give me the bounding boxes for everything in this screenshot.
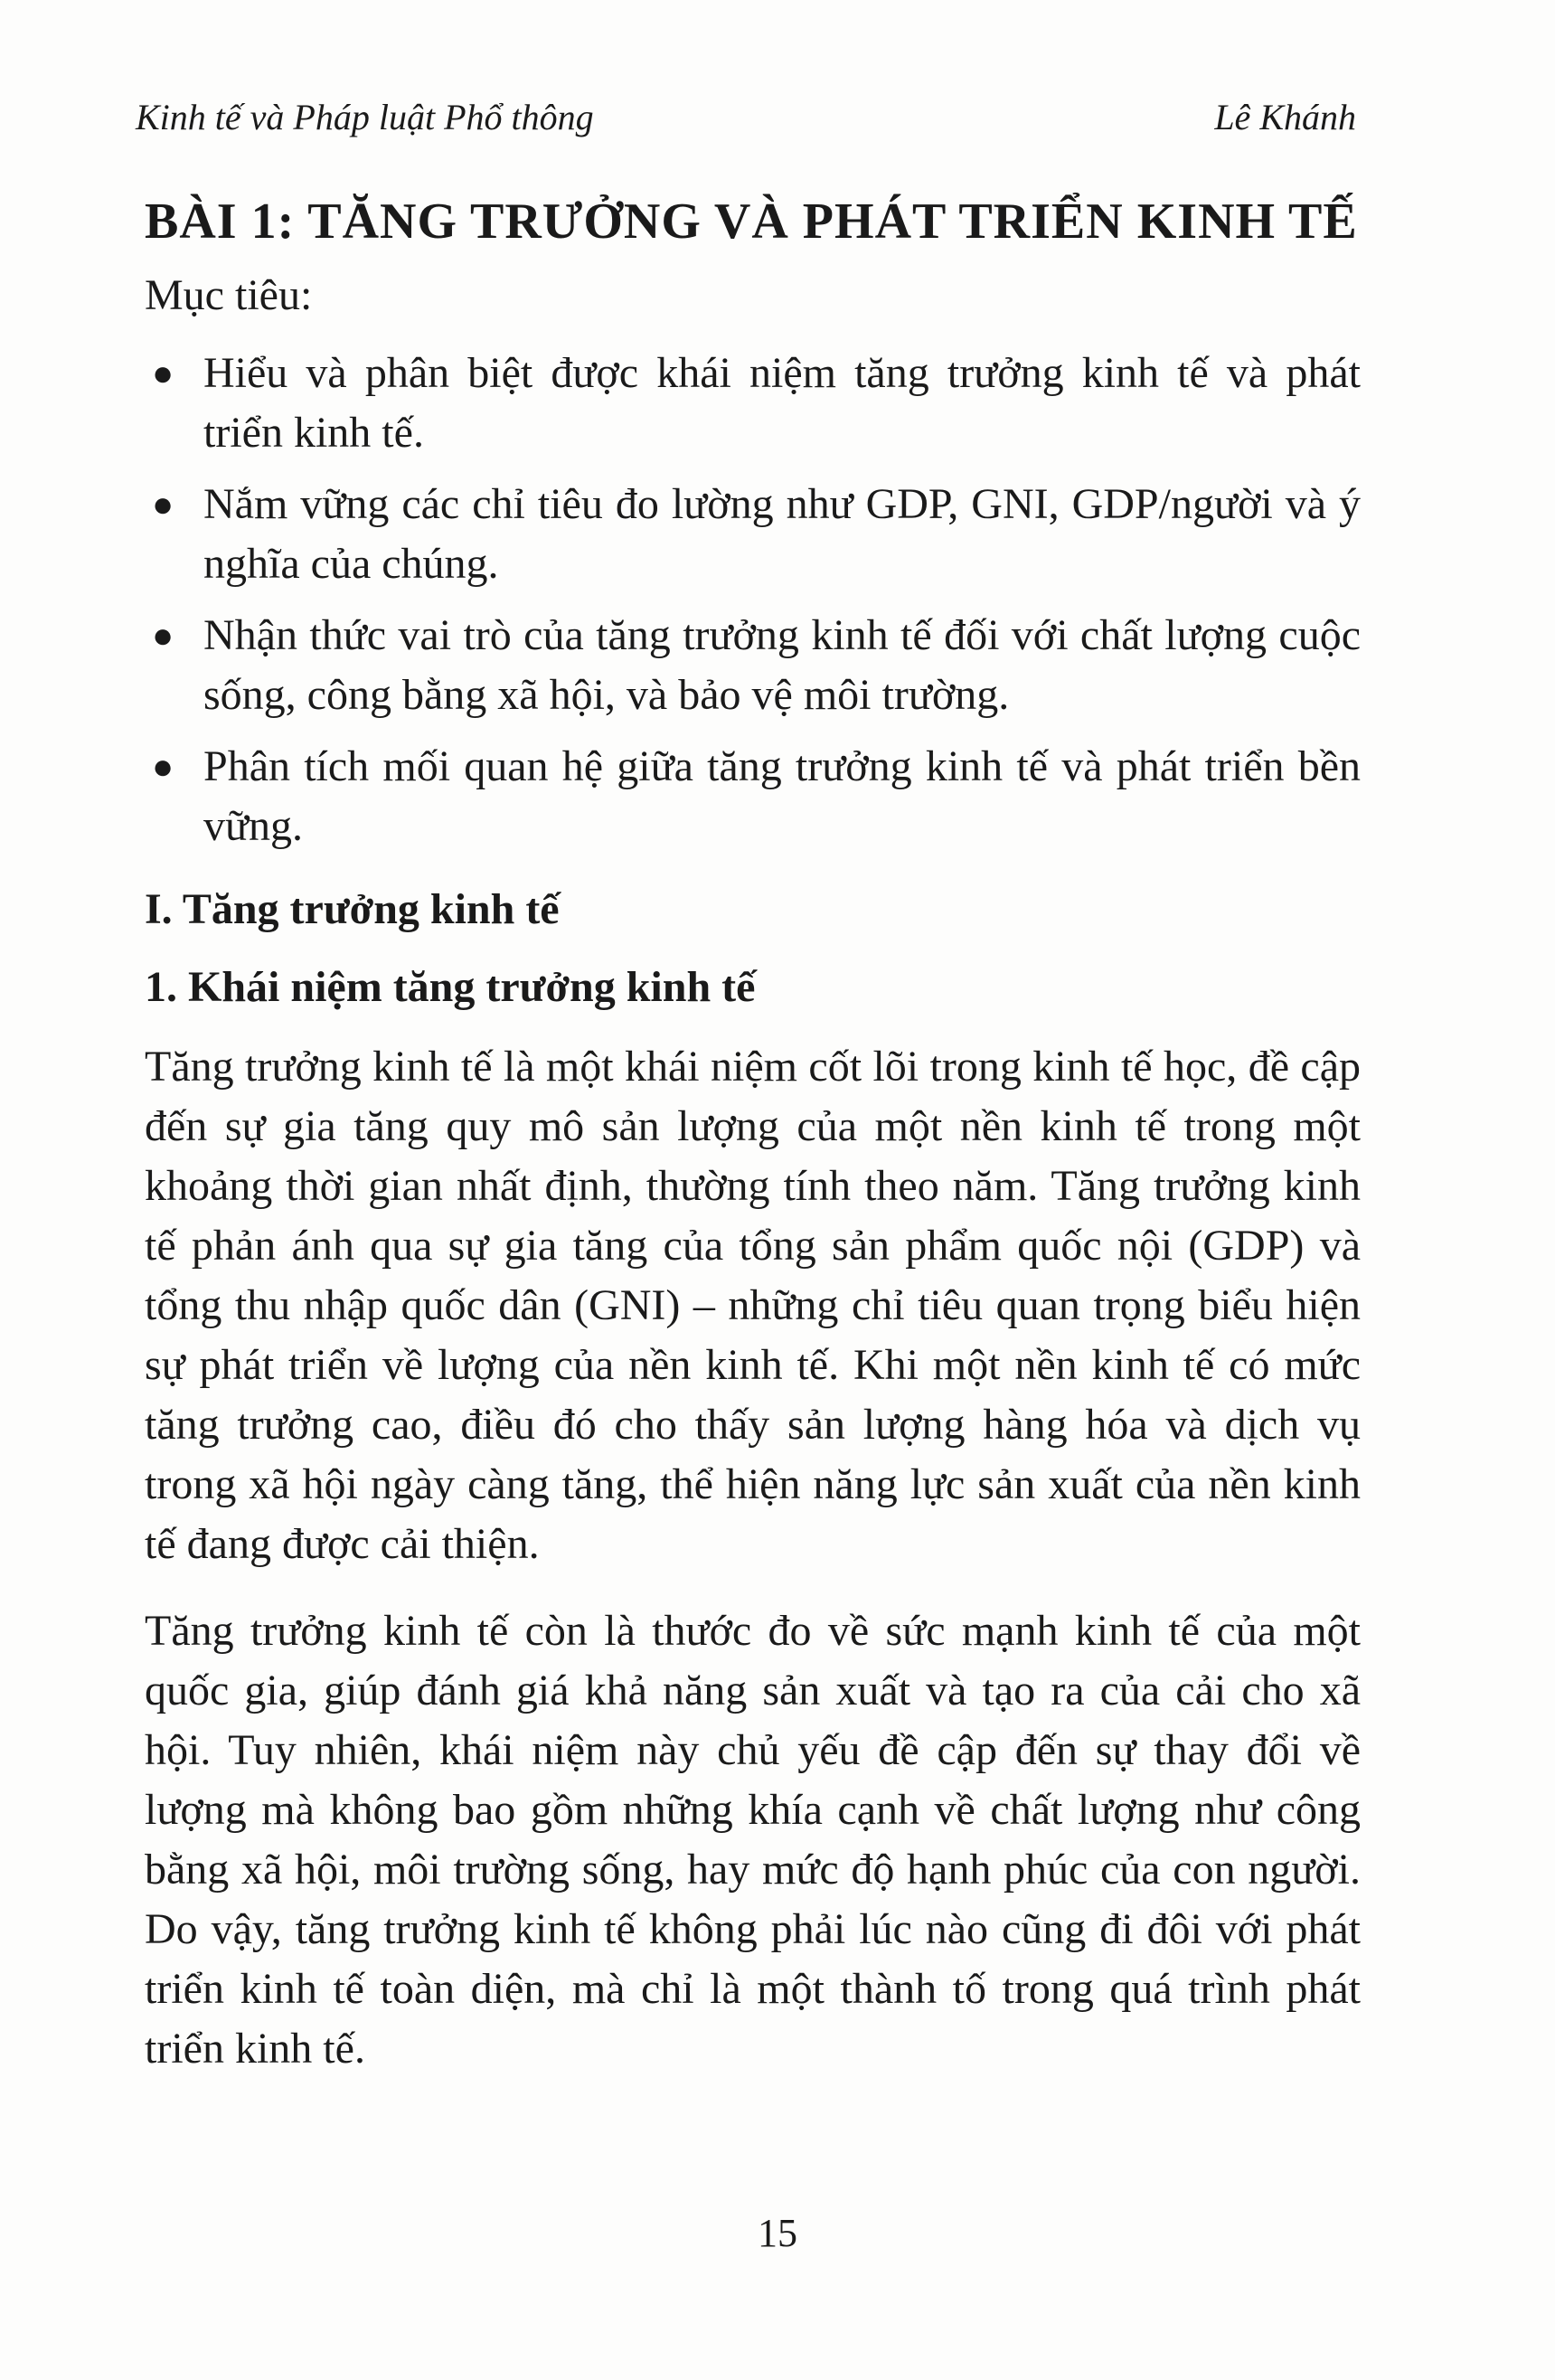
- book-title: Kinh tế và Pháp luật Phổ thông: [136, 97, 594, 137]
- objective-text: Phân tích mối quan hệ giữa tăng trưởng kinh tế và phát triển bền vững.: [203, 742, 1361, 850]
- subsection-heading: 1. Khái niệm tăng trưởng kinh tế: [145, 963, 756, 1011]
- body-paragraph: Tăng trưởng kinh tế là một khái niệm cốt lõi trong kinh tế học, đề cập đến sự gia tăng quy mô sản lượng của một nền kinh tế trong một khoảng thời gian nhất định, thường tính theo năm. Tăng trưởng kinh tế phản ánh qua sự gia tăng của tổng sản phẩm quốc nội (GDP) và tổng thu nhập quốc dân (GNI) – những chỉ tiêu quan trọng biểu hiện sự phát triển về lượng của nền kinh tế. Khi một nền kinh tế có mức tăng trưởng cao, điều đó cho thấy sản lượng hàng hóa và dịch vụ trong xã hội ngày càng tăng, thể hiện năng lực sản xuất của nền kinh tế đang được cải thiện.: [145, 1043, 1361, 1568]
- objective-item: [145, 737, 1361, 856]
- running-header: [136, 90, 1356, 145]
- bullet-icon: ●: [152, 353, 174, 393]
- author-name: Lê Khánh: [1214, 97, 1356, 137]
- lesson-title: BÀI 1: TĂNG TRƯỞNG VÀ PHÁT TRIỂN KINH TẾ: [145, 194, 1358, 250]
- objective-item: [145, 475, 1361, 594]
- page-number: 15: [758, 2211, 797, 2255]
- objective-text: Nắm vững các chỉ tiêu đo lường như GDP, GNI, GDP/người và ý nghĩa của chúng.: [203, 480, 1361, 588]
- bullet-icon: ●: [152, 746, 174, 787]
- section-heading: I. Tăng trưởng kinh tế: [145, 885, 560, 933]
- objectives-label: Mục tiêu:: [145, 271, 313, 319]
- bullet-icon: ●: [152, 615, 174, 656]
- body-paragraph: Tăng trưởng kinh tế còn là thước đo về sức mạnh kinh tế của một quốc gia, giúp đánh giá khả năng sản xuất và tạo ra của cải cho xã hội. Tuy nhiên, khái niệm này chủ yếu đề cập đến sự thay đổi về lượng mà không bao gồm những khía cạnh về chất lượng như công bằng xã hội, môi trường sống, hay mức độ hạnh phúc của con người. Do vậy, tăng trưởng kinh tế không phải lúc nào cũng đi đôi với phát triển kinh tế toàn diện, mà chỉ là một thành tố trong quá trình phát triển kinh tế.: [145, 1607, 1361, 2073]
- objective-text: Hiểu và phân biệt được khái niệm tăng trưởng kinh tế và phát triển kinh tế.: [203, 349, 1361, 457]
- objective-item: [145, 606, 1361, 725]
- bullet-icon: ●: [152, 484, 174, 524]
- objective-item: [145, 344, 1361, 463]
- objective-text: Nhận thức vai trò của tăng trưởng kinh tế đối với chất lượng cuộc sống, công bằng xã hội, và bảo vệ môi trường.: [203, 611, 1361, 719]
- objectives-list: [145, 344, 1361, 856]
- page-content: [145, 190, 1361, 2106]
